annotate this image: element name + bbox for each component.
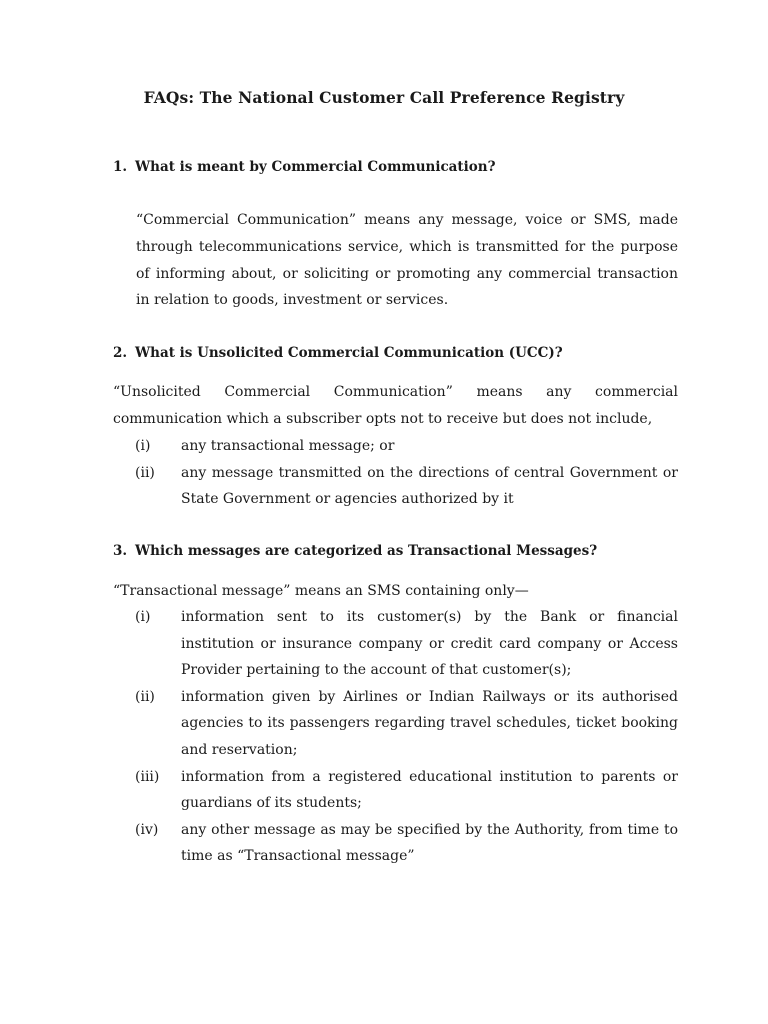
list-item: [113, 604, 678, 684]
list-item-text: information from a registered educational institution to parents or guardians of its students;: [181, 768, 678, 812]
list-item-marker: (i): [135, 438, 151, 454]
question-1-text: What is meant by Commercial Communication?: [135, 159, 496, 175]
question-2-heading: [113, 345, 563, 361]
list-item: [113, 460, 678, 513]
answer-2-list: [113, 433, 678, 513]
list-item-text: any message transmitted on the directions of central Government or State Government or agencies authorized by it: [181, 464, 678, 508]
answer-1-paragraph: “Commercial Communication” means any message, voice or SMS, made through telecommunications service, which is transmitted for the purpose of informing about, or soliciting or promoting any commercial transaction in relation to goods, investment or services.: [136, 212, 678, 309]
document-title: FAQs: The National Customer Call Preference Registry: [143, 88, 625, 107]
list-item-text: information given by Airlines or Indian Railways or its authorised agencies to its passengers regarding travel schedules, ticket booking and reservation;: [181, 688, 678, 758]
answer-3-list: [113, 604, 678, 870]
question-1-heading: [113, 159, 496, 175]
question-1-number: 1.: [113, 159, 128, 175]
list-item: [113, 764, 678, 817]
question-3-text: Which messages are categorized as Transactional Messages?: [135, 543, 598, 559]
list-item: [113, 684, 678, 764]
list-item-text: information sent to its customer(s) by the Bank or financial institution or insurance company or credit card company or Access Provider pertaining to the account of that customer(s);: [181, 609, 678, 679]
list-item-marker: (iii): [135, 768, 160, 785]
list-item-marker: (i): [135, 609, 151, 625]
question-2-text: What is Unsolicited Commercial Communication (UCC)?: [135, 345, 563, 361]
list-item: [113, 433, 678, 460]
list-item: [113, 817, 678, 870]
list-item-marker: (ii): [135, 688, 155, 705]
list-item-marker: (ii): [135, 464, 155, 481]
answer-3-intro: “Transactional message” means an SMS containing only—: [113, 583, 529, 599]
question-2-number: 2.: [113, 345, 128, 361]
question-3-heading: [113, 543, 597, 559]
list-item-text: any other message as may be specified by the Authority, from time to time as “Transactional message”: [181, 821, 678, 865]
list-item-marker: (iv): [135, 821, 159, 838]
question-3-number: 3.: [113, 543, 128, 559]
list-item-text: any transactional message; or: [181, 438, 395, 454]
answer-2-intro: “Unsolicited Commercial Communication” means any commercial communication which a subscriber opts not to receive but does not include,: [113, 384, 678, 427]
